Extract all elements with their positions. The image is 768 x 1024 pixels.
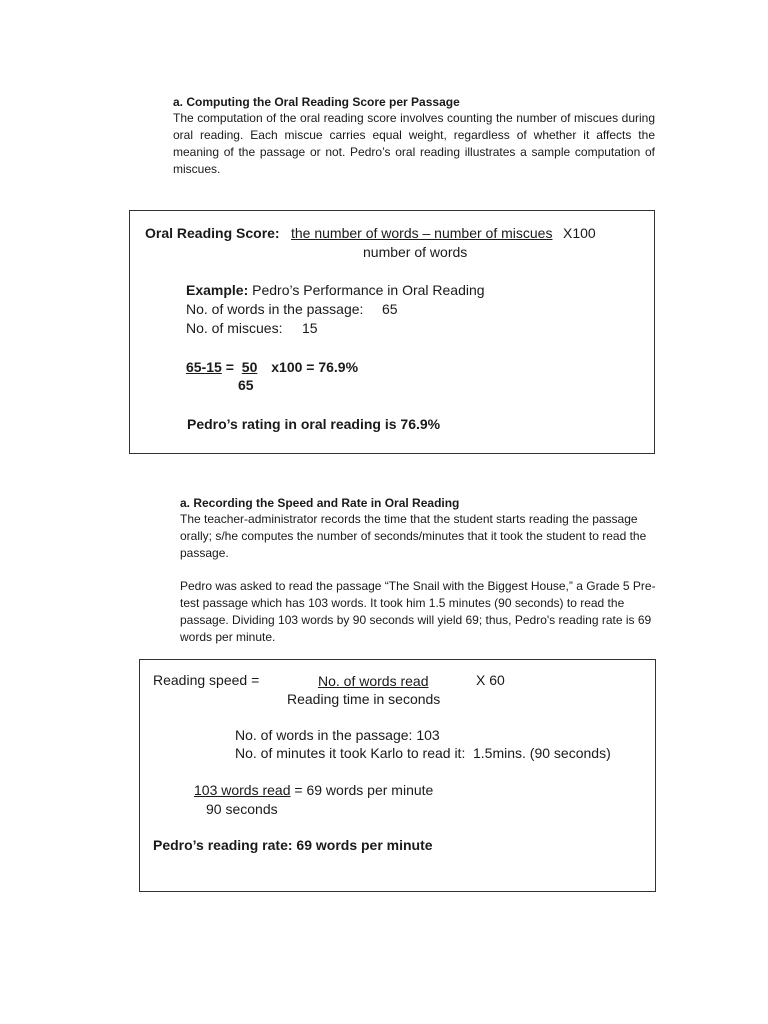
minutes-value: 1.5mins. (90 seconds) bbox=[473, 745, 611, 761]
speed-multiplier: X 60 bbox=[476, 672, 505, 688]
words-in-passage: No. of words in the passage: 103 bbox=[235, 727, 440, 743]
section-heading: a. Computing the Oral Reading Score per Passage bbox=[173, 95, 460, 109]
example-title: Pedro’s Performance in Oral Reading bbox=[252, 282, 485, 298]
section-paragraph: The computation of the oral reading score involves counting the number of miscues during oral reading. Each miscue carries equal weight, regardless of whether it affects the meaning of the passage or not. Pedro’s oral reading illustrates a sample computation of miscues. bbox=[173, 111, 655, 176]
calc-rest: = 69 words per minute bbox=[290, 782, 434, 798]
reading-rate-result: Pedro’s reading rate: 69 words per minute bbox=[153, 837, 433, 853]
formula-label: Oral Reading Score: bbox=[145, 225, 280, 241]
speed-calculation bbox=[194, 782, 433, 798]
formula-denominator: number of words bbox=[363, 244, 468, 260]
calculation-line bbox=[186, 359, 358, 375]
formula-numerator: the number of words – number of miscues bbox=[291, 225, 553, 241]
calc-numerator: 103 words read bbox=[194, 782, 291, 798]
oral-reading-result: Pedro’s rating in oral reading is 76.9% bbox=[187, 416, 441, 432]
calc-denominator: 65 bbox=[238, 377, 254, 393]
calc-numerator: 50 bbox=[241, 359, 258, 375]
miscues-value: 15 bbox=[302, 320, 318, 336]
section-paragraph: The teacher-administrator records the time that the student starts reading the passage orally; s/he computes the number of seconds/minutes that it took the student to read the passage. bbox=[180, 512, 647, 560]
formula-multiplier: X100 bbox=[563, 225, 596, 241]
oral-reading-score-box bbox=[129, 210, 655, 454]
calc-denominator: 90 seconds bbox=[206, 801, 278, 817]
calc-lhs: 65-15 bbox=[186, 359, 222, 375]
example-label: Example: bbox=[186, 282, 249, 298]
calc-rest: x100 = 76.9% bbox=[271, 359, 359, 375]
section-heading: a. Recording the Speed and Rate in Oral Reading bbox=[180, 496, 460, 510]
miscues-label: No. of miscues: bbox=[186, 320, 283, 336]
section-paragraph: Pedro was asked to read the passage “The Snail with the Biggest House,” a Grade 5 Pre-test passage which has 103 words. It took him 1.5 minutes (90 seconds) to read the passage. Dividing 103 words by 90 seconds will yield 69; thus, Pedro's reading rate is 69 words per minute. bbox=[180, 579, 656, 644]
words-in-passage-value: 65 bbox=[382, 301, 398, 317]
calc-equals: = bbox=[225, 359, 234, 375]
speed-denominator: Reading time in seconds bbox=[287, 691, 441, 707]
minutes-label: No. of minutes it took Karlo to read it: bbox=[235, 745, 466, 761]
speed-numerator: No. of words read bbox=[318, 673, 429, 689]
speed-label: Reading speed = bbox=[153, 672, 260, 688]
reading-speed-box bbox=[139, 659, 656, 892]
example-line bbox=[186, 282, 485, 298]
words-in-passage-label: No. of words in the passage: bbox=[186, 301, 364, 317]
